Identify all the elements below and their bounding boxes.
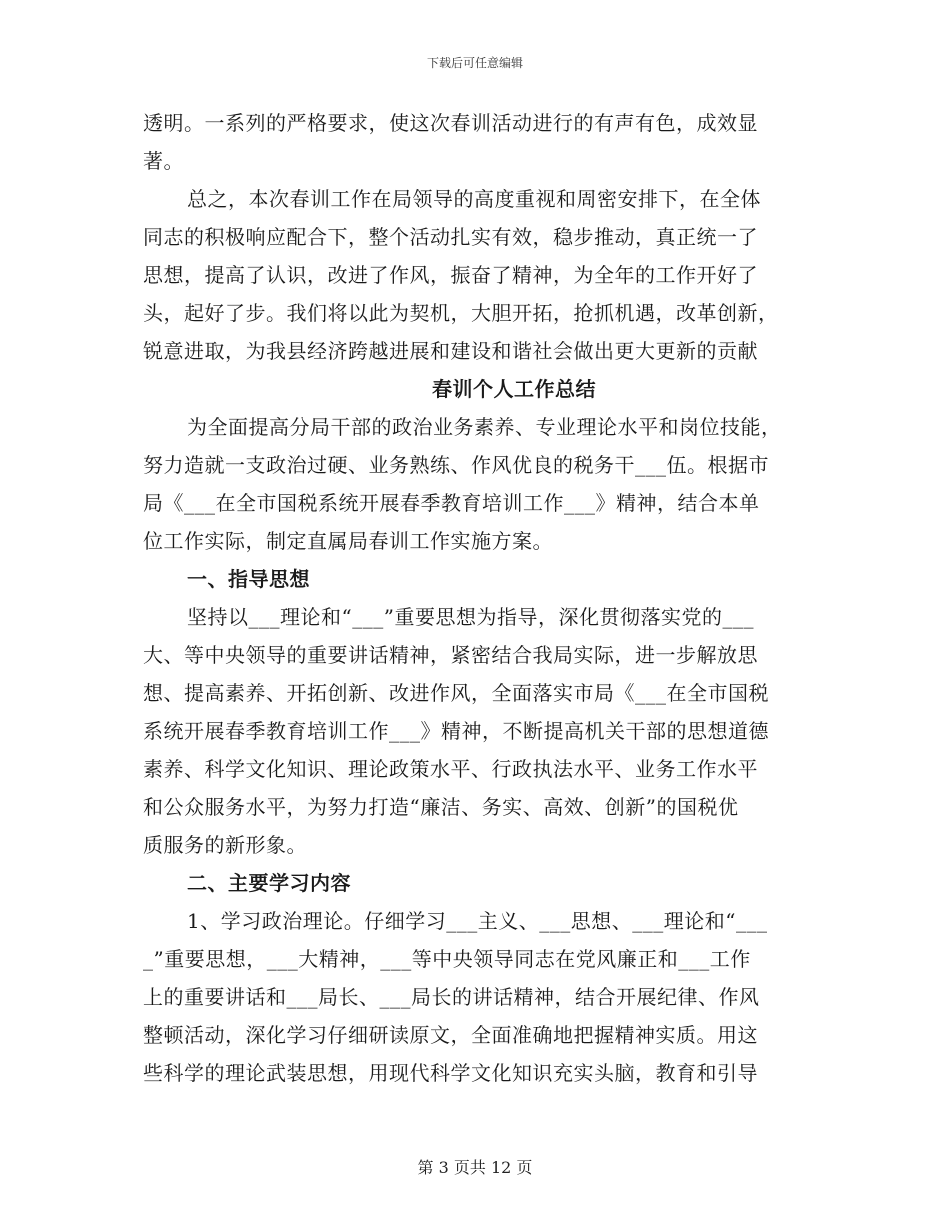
page-number-footer: 第 3 页共 12 页 bbox=[417, 1158, 533, 1177]
paragraph-line: 想、提高素养、开拓创新、改进作风，全面落实市局《___在全市国税 bbox=[143, 681, 769, 705]
section-heading: 一、指导思想 bbox=[187, 567, 310, 591]
paragraph-line: 素养、科学文化知识、理论政策水平、行政执法水平、业务工作水平 bbox=[143, 757, 758, 781]
paragraph-line: 质服务的新形象。 bbox=[143, 833, 307, 857]
paragraph-line: _”重要思想，___大精神，___等中央领导同志在党风廉正和___工作 bbox=[143, 947, 751, 971]
paragraph-line: 思想，提高了认识，改进了作风，振奋了精神，为全年的工作开好了 bbox=[143, 263, 758, 287]
paragraph-line: 锐意进取，为我县经济跨越进展和建设和谐社会做出更大更新的贡献 bbox=[143, 339, 758, 363]
paragraph-line: 系统开展春季教育培训工作___》精神，不断提高机关干部的思想道德 bbox=[143, 719, 769, 743]
paragraph-line: 1、学习政治理论。仔细学习___主义、___思想、___理论和“___ bbox=[187, 909, 768, 933]
paragraph-line: 努力造就一支政治过硬、业务熟练、作风优良的税务干___伍。根据市 bbox=[143, 453, 769, 477]
paragraph-line: 坚持以___理论和“___”重要思想为指导，深化贯彻落实党的___ bbox=[187, 605, 754, 629]
section-heading: 二、主要学习内容 bbox=[187, 871, 351, 895]
page-header-note: 下载后可任意编辑 bbox=[426, 56, 523, 70]
paragraph-line: 头，起好了步。我们将以此为契机，大胆开拓，抢抓机遇，改革创新， bbox=[143, 301, 779, 325]
document-body bbox=[143, 104, 805, 1092]
paragraph-line: 上的重要讲话和___局长、___局长的讲话精神，结合开展纪律、作风 bbox=[143, 985, 760, 1009]
paragraph-line: 为全面提高分局干部的政治业务素养、专业理论水平和岗位技能， bbox=[187, 415, 782, 439]
paragraph-line: 著。 bbox=[143, 149, 184, 173]
document-title: 春训个人工作总结 bbox=[432, 377, 596, 401]
paragraph-line: 局《___在全市国税系统开展春季教育培训工作___》精神，结合本单 bbox=[143, 491, 760, 515]
paragraph-line: 些科学的理论武装思想，用现代科学文化知识充实头脑，教育和引导 bbox=[143, 1061, 758, 1085]
paragraph-line: 位工作实际，制定直属局春训工作实施方案。 bbox=[143, 529, 553, 553]
paragraph-line: 透明。一系列的严格要求，使这次春训活动进行的有声有色，成效显 bbox=[143, 111, 758, 135]
paragraph-line: 和公众服务水平，为努力打造“廉洁、务实、高效、创新”的国税优 bbox=[143, 795, 739, 819]
paragraph-line: 总之，本次春训工作在局领导的高度重视和周密安排下，在全体 bbox=[187, 187, 761, 211]
paragraph-line: 整顿活动，深化学习仔细研读原文，全面准确地把握精神实质。用这 bbox=[143, 1023, 758, 1047]
paragraph-line: 大、等中央领导的重要讲话精神，紧密结合我局实际，进一步解放思 bbox=[143, 643, 758, 667]
paragraph-line: 同志的积极响应配合下，整个活动扎实有效，稳步推动，真正统一了 bbox=[143, 225, 758, 249]
